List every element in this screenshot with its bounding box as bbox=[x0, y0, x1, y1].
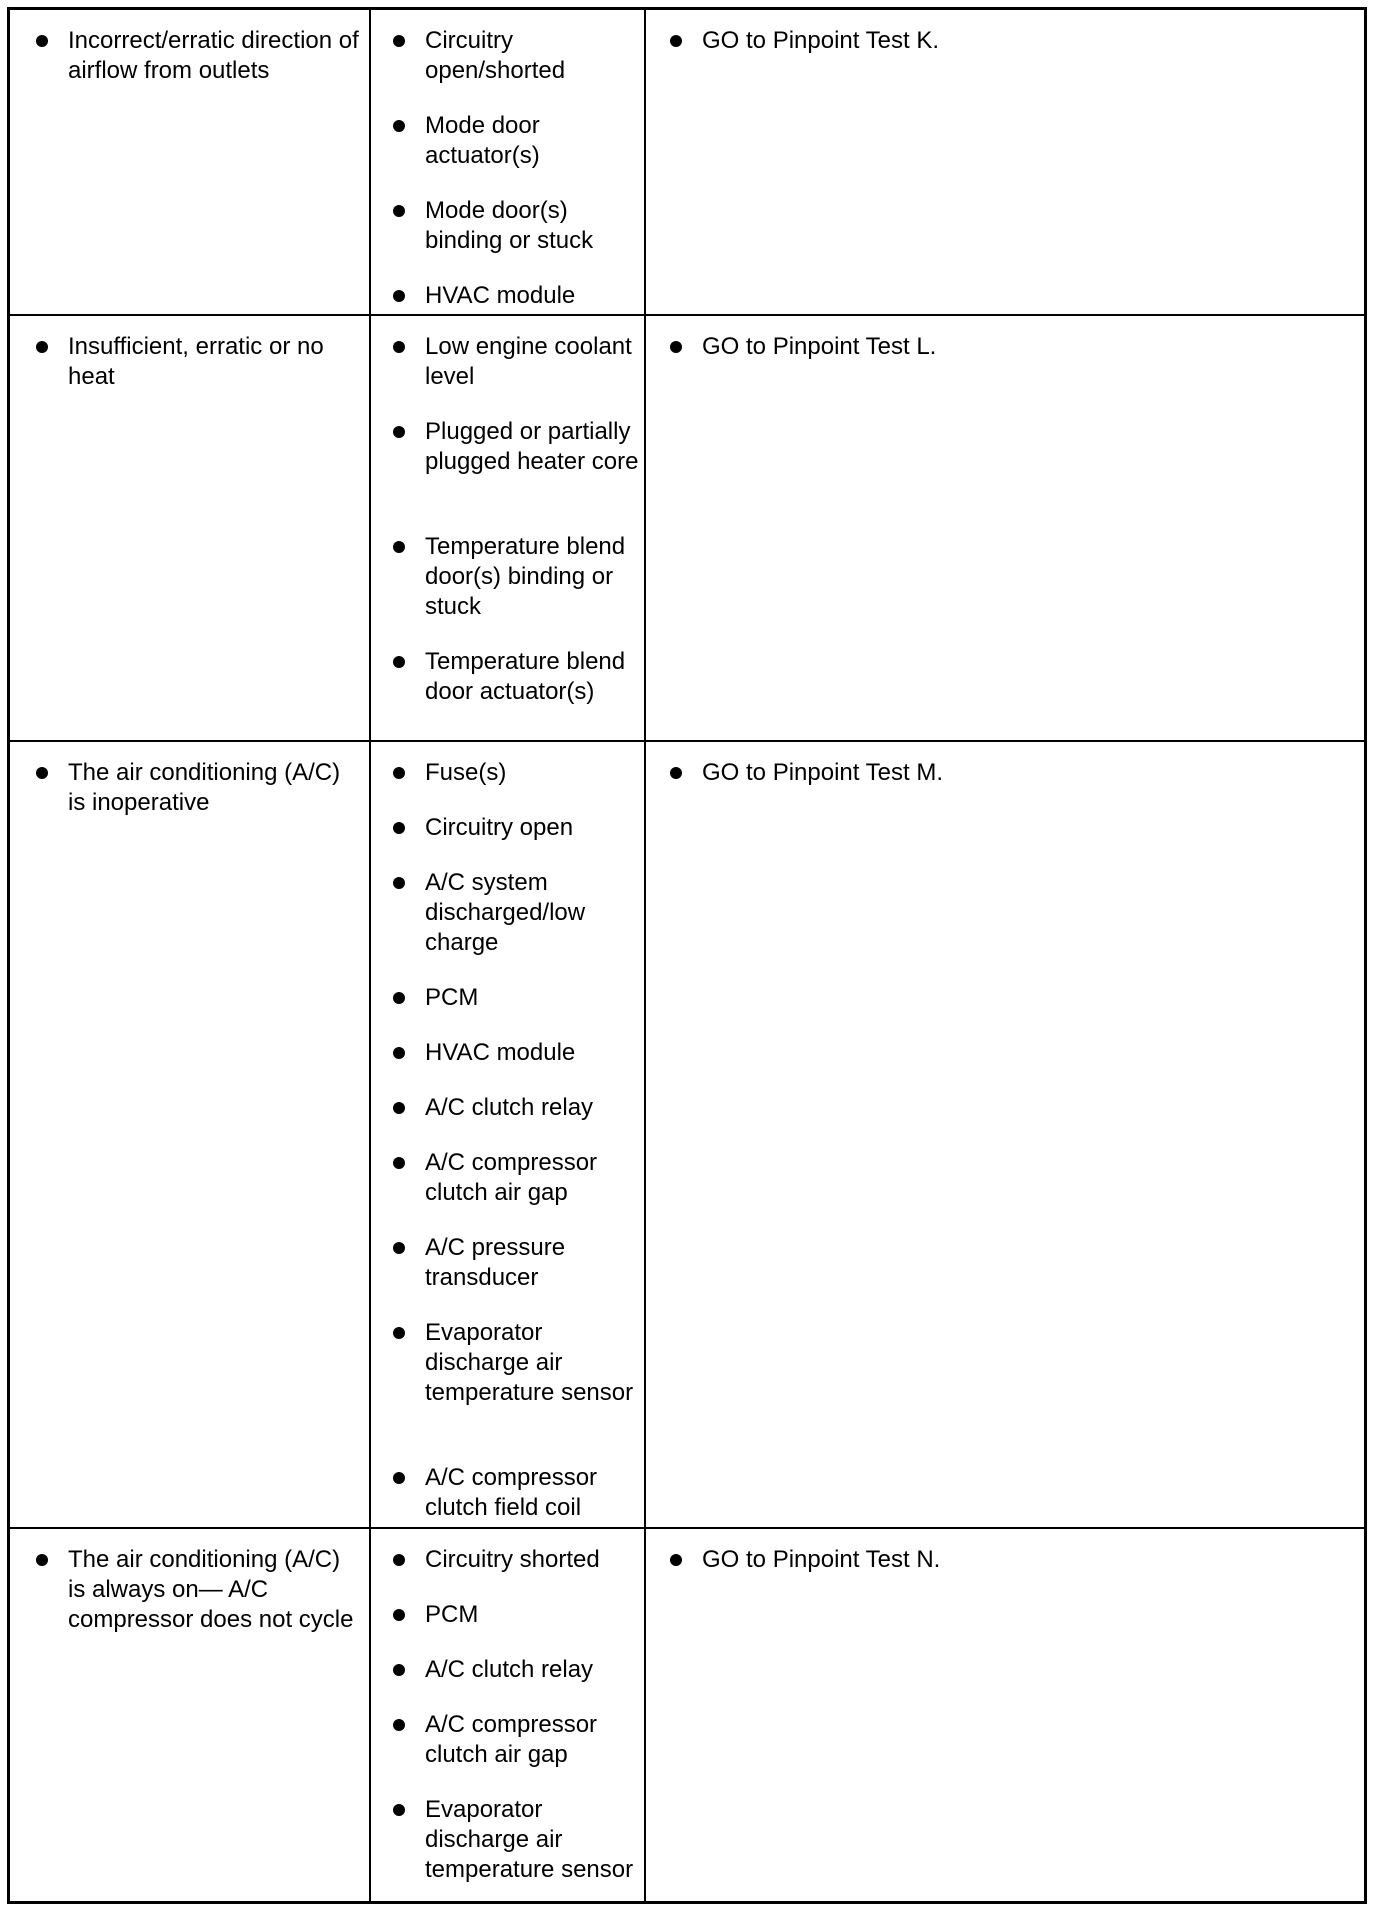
action-cell bbox=[646, 316, 1364, 740]
bullet-icon bbox=[393, 1157, 405, 1169]
source-item: A/C compressor clutch field coil bbox=[391, 1463, 641, 1523]
condition-item: The air conditioning (A/C) is inoperative bbox=[34, 758, 364, 818]
bullet-icon bbox=[36, 341, 48, 353]
source-item: HVAC module bbox=[391, 1038, 641, 1068]
source-item: Mode door(s) binding or stuck bbox=[391, 196, 641, 256]
source-item: Circuitry open/shorted bbox=[391, 26, 641, 86]
bullet-icon bbox=[393, 341, 405, 353]
source-item: PCM bbox=[391, 1600, 641, 1630]
bullet-icon bbox=[393, 120, 405, 132]
bullet-icon bbox=[393, 1047, 405, 1059]
source-item: Temperature blend door(s) binding or stuck bbox=[391, 532, 641, 622]
source-cell bbox=[369, 10, 646, 314]
bullet-icon bbox=[36, 767, 48, 779]
source-item: Circuitry shorted bbox=[391, 1545, 641, 1575]
source-item: A/C compressor clutch air gap bbox=[391, 1710, 641, 1770]
source-cell bbox=[369, 316, 646, 740]
bullet-icon bbox=[393, 1554, 405, 1566]
action-cell bbox=[646, 1529, 1364, 1901]
source-cell bbox=[369, 1529, 646, 1901]
action-item: GO to Pinpoint Test N. bbox=[668, 1545, 1348, 1575]
table-row bbox=[10, 10, 1364, 314]
source-item: Temperature blend door actuator(s) bbox=[391, 647, 641, 707]
source-item: Low engine coolant level bbox=[391, 332, 641, 392]
source-item: PCM bbox=[391, 983, 641, 1013]
bullet-icon bbox=[393, 1327, 405, 1339]
bullet-icon bbox=[36, 1554, 48, 1566]
condition-cell bbox=[10, 10, 369, 314]
bullet-icon bbox=[393, 1664, 405, 1676]
table-row bbox=[10, 740, 1364, 1527]
bullet-icon bbox=[393, 290, 405, 302]
bullet-icon bbox=[670, 1554, 682, 1566]
condition-item: Incorrect/erratic direction of airflow from outlets bbox=[34, 26, 364, 86]
condition-cell bbox=[10, 742, 369, 1527]
bullet-icon bbox=[670, 341, 682, 353]
bullet-icon bbox=[393, 877, 405, 889]
condition-cell bbox=[10, 1529, 369, 1901]
source-item: A/C clutch relay bbox=[391, 1093, 641, 1123]
bullet-icon bbox=[393, 767, 405, 779]
source-item: A/C pressure transducer bbox=[391, 1233, 641, 1293]
diagnosis-table bbox=[7, 7, 1367, 1904]
source-item: HVAC module bbox=[391, 281, 641, 311]
source-item: A/C system discharged/low charge bbox=[391, 868, 641, 958]
bullet-icon bbox=[393, 1804, 405, 1816]
bullet-icon bbox=[393, 205, 405, 217]
source-item: Evaporator discharge air temperature sensor bbox=[391, 1795, 641, 1885]
source-item: Plugged or partially plugged heater core bbox=[391, 417, 641, 477]
bullet-icon bbox=[670, 35, 682, 47]
table-row bbox=[10, 1527, 1364, 1901]
bullet-icon bbox=[36, 35, 48, 47]
source-item: Fuse(s) bbox=[391, 758, 641, 788]
action-cell bbox=[646, 742, 1364, 1527]
source-item: A/C compressor clutch air gap bbox=[391, 1148, 641, 1208]
source-item: Mode door actuator(s) bbox=[391, 111, 641, 171]
bullet-icon bbox=[393, 541, 405, 553]
source-item: A/C clutch relay bbox=[391, 1655, 641, 1685]
source-item: Evaporator discharge air temperature sensor bbox=[391, 1318, 641, 1408]
source-item: Circuitry open bbox=[391, 813, 641, 843]
condition-item: Insufficient, erratic or no heat bbox=[34, 332, 364, 392]
bullet-icon bbox=[393, 1609, 405, 1621]
action-item: GO to Pinpoint Test M. bbox=[668, 758, 1348, 788]
condition-cell bbox=[10, 316, 369, 740]
table-row bbox=[10, 314, 1364, 740]
bullet-icon bbox=[393, 656, 405, 668]
bullet-icon bbox=[393, 35, 405, 47]
action-cell bbox=[646, 10, 1364, 314]
bullet-icon bbox=[393, 1719, 405, 1731]
bullet-icon bbox=[393, 1102, 405, 1114]
action-item: GO to Pinpoint Test K. bbox=[668, 26, 1348, 56]
bullet-icon bbox=[670, 767, 682, 779]
bullet-icon bbox=[393, 1472, 405, 1484]
source-cell bbox=[369, 742, 646, 1527]
action-item: GO to Pinpoint Test L. bbox=[668, 332, 1348, 362]
bullet-icon bbox=[393, 822, 405, 834]
condition-item: The air conditioning (A/C) is always on— A/C compressor does not cycle bbox=[34, 1545, 364, 1635]
bullet-icon bbox=[393, 426, 405, 438]
bullet-icon bbox=[393, 1242, 405, 1254]
bullet-icon bbox=[393, 992, 405, 1004]
